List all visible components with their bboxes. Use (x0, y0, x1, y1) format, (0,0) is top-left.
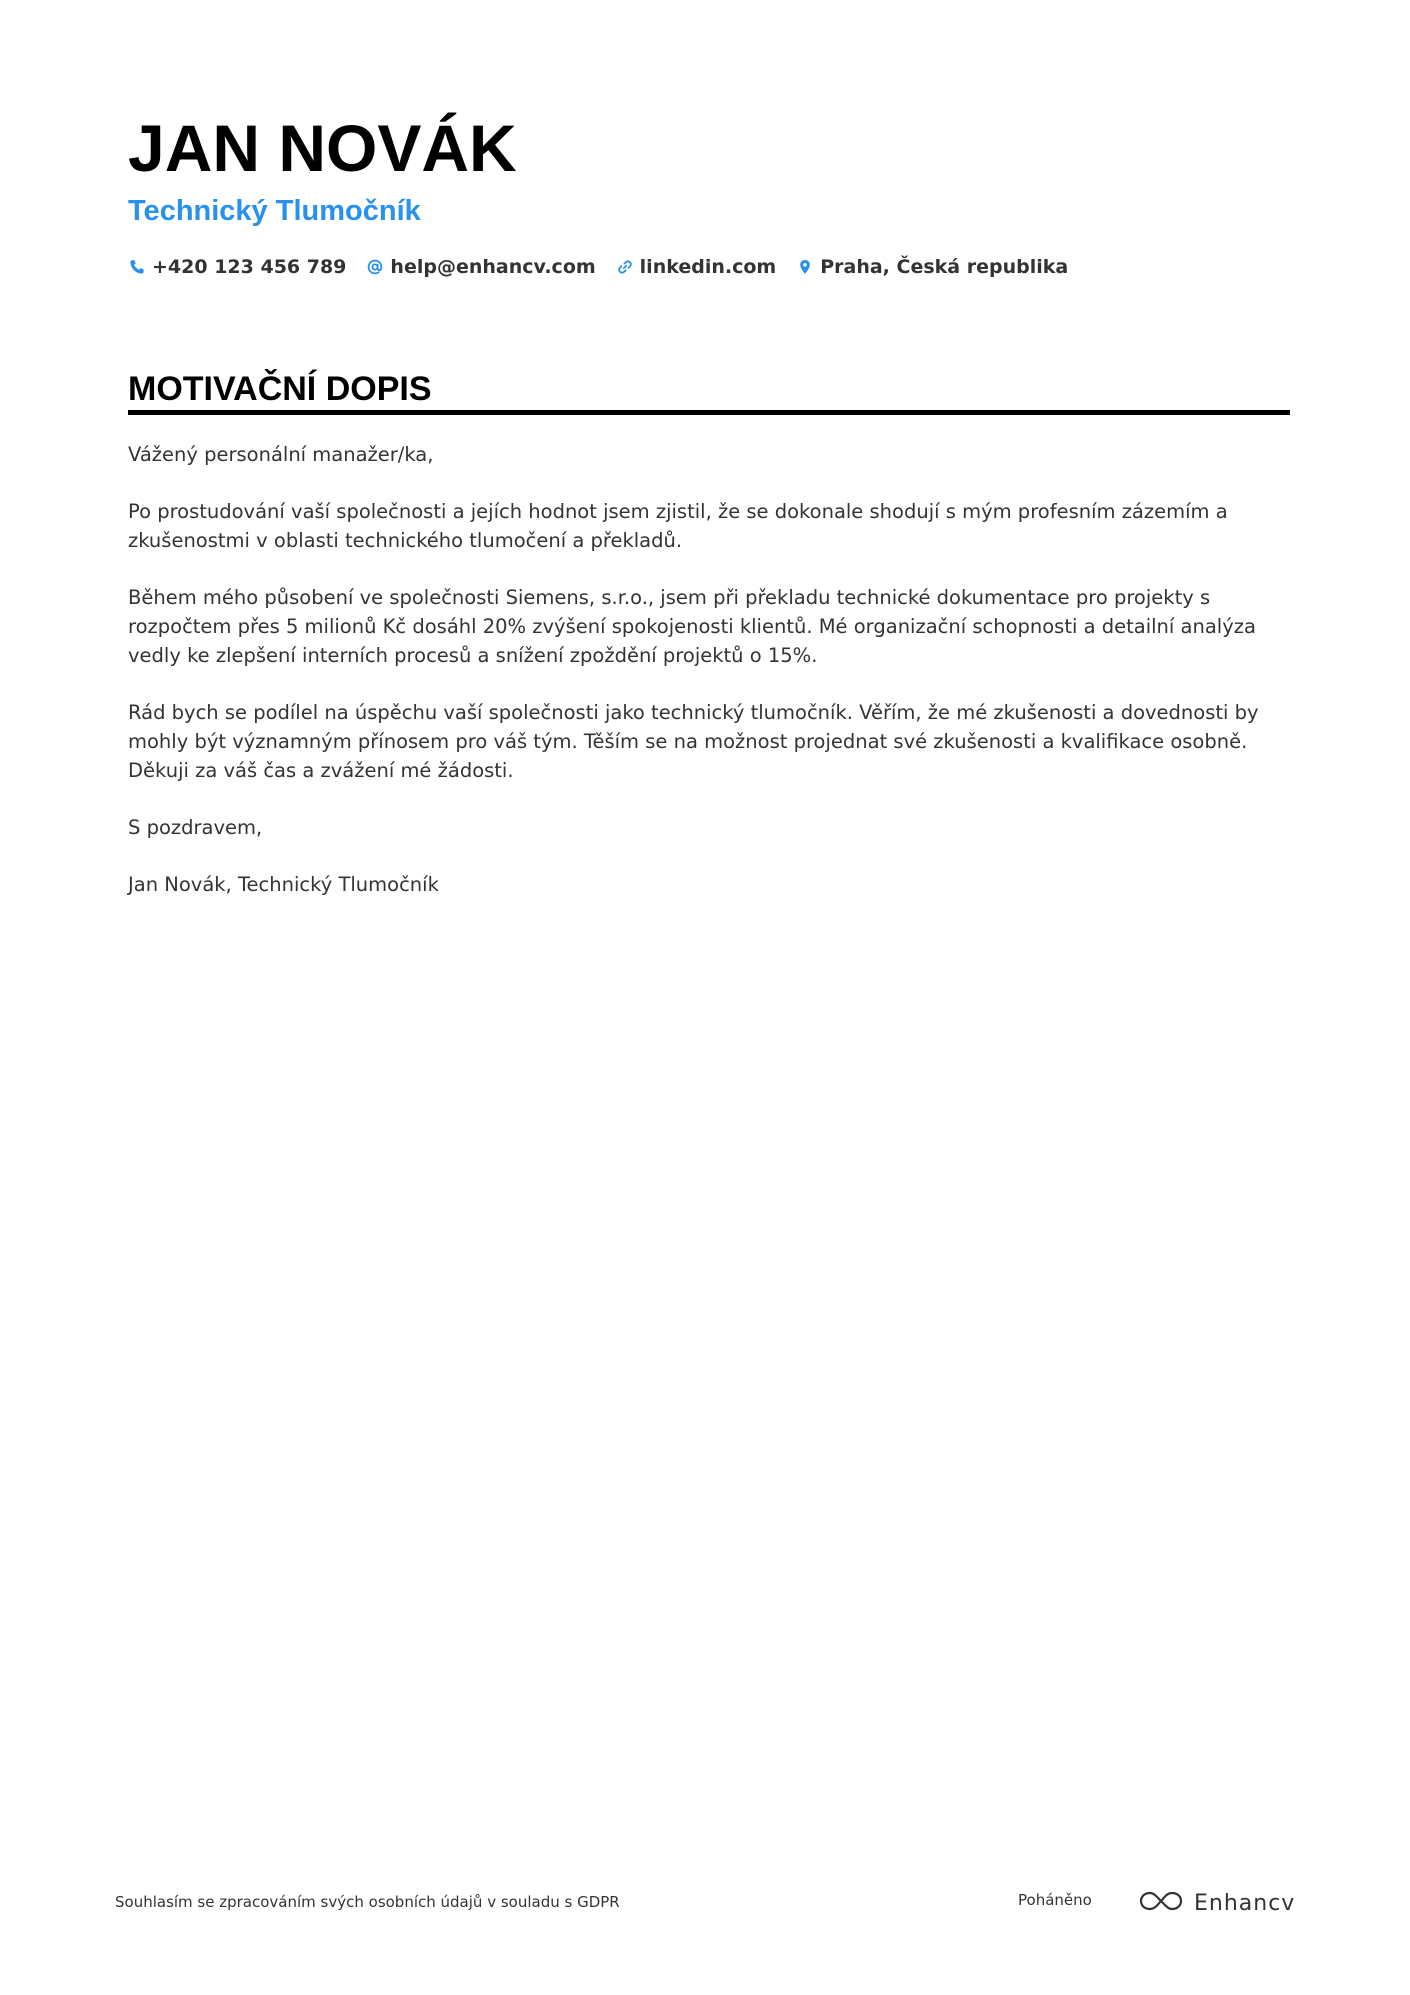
letter-paragraph: Po prostudování vaší společnosti a jejích hodnot jsem zjistil, že se dokonale shodují s mým profesním zázemím a zkušenostmi v oblasti technického tlumočení a překladů. (128, 500, 1228, 552)
gdpr-consent: Souhlasím se zpracováním svých osobních údajů v souladu s GDPR (115, 1893, 620, 1911)
letter-signature: Jan Novák, Technický Tlumočník (128, 873, 439, 896)
contact-email-text: help@enhancv.com (390, 256, 596, 278)
letter-salutation: Vážený personální manažer/ka, (128, 443, 434, 466)
contact-location-text: Praha, Česká republika (820, 256, 1069, 278)
job-title: Technický Tlumočník (128, 195, 421, 227)
section-divider (128, 410, 1290, 415)
contact-linkedin-text: linkedin.com (639, 256, 777, 278)
letter-paragraph: Během mého působení ve společnosti Siemens, s.r.o., jsem při překladu technické dokumentace pro projekty s rozpočtem přes 5 milionů Kč dosáhl 20% zvýšení spokojenosti klientů. Mé organizační schopnosti a detailní analýza vedly ke zlepšení interních procesů a snížení zpoždění projektů o 15%. (128, 586, 1256, 667)
contact-phone-text: +420 123 456 789 (152, 256, 347, 278)
candidate-name: JAN NOVÁK (128, 111, 517, 185)
enhancv-logo-text: Enhancv (1194, 1890, 1296, 1916)
letter-paragraph: Rád bych se podílel na úspěchu vaší společnosti jako technický tlumočník. Věřím, že mé zkušenosti a dovednosti by mohly být významným přínosem pro váš tým. Těším se na možnost projednat své zkušenosti a kvalifikace osobně. Děkuji za váš čas a zvážení mé žádosti. (128, 701, 1259, 782)
section-title: MOTIVAČNÍ DOPIS (128, 370, 432, 408)
contact-phone (128, 256, 346, 278)
at-icon (366, 258, 384, 276)
contact-email (366, 256, 595, 278)
cover-letter-page (128, 0, 1290, 1995)
location-pin-icon (796, 258, 814, 276)
contact-location (796, 256, 1068, 278)
letter-body (128, 440, 1290, 927)
powered-by-label: Poháněno (1018, 1891, 1092, 1909)
enhancv-logo-icon (1138, 1888, 1184, 1918)
letter-closing: S pozdravem, (128, 816, 263, 839)
enhancv-logo[interactable] (1138, 1883, 1295, 1923)
contact-bar (128, 252, 1088, 282)
phone-icon (128, 258, 146, 276)
link-icon (616, 258, 634, 276)
contact-linkedin (616, 256, 777, 278)
